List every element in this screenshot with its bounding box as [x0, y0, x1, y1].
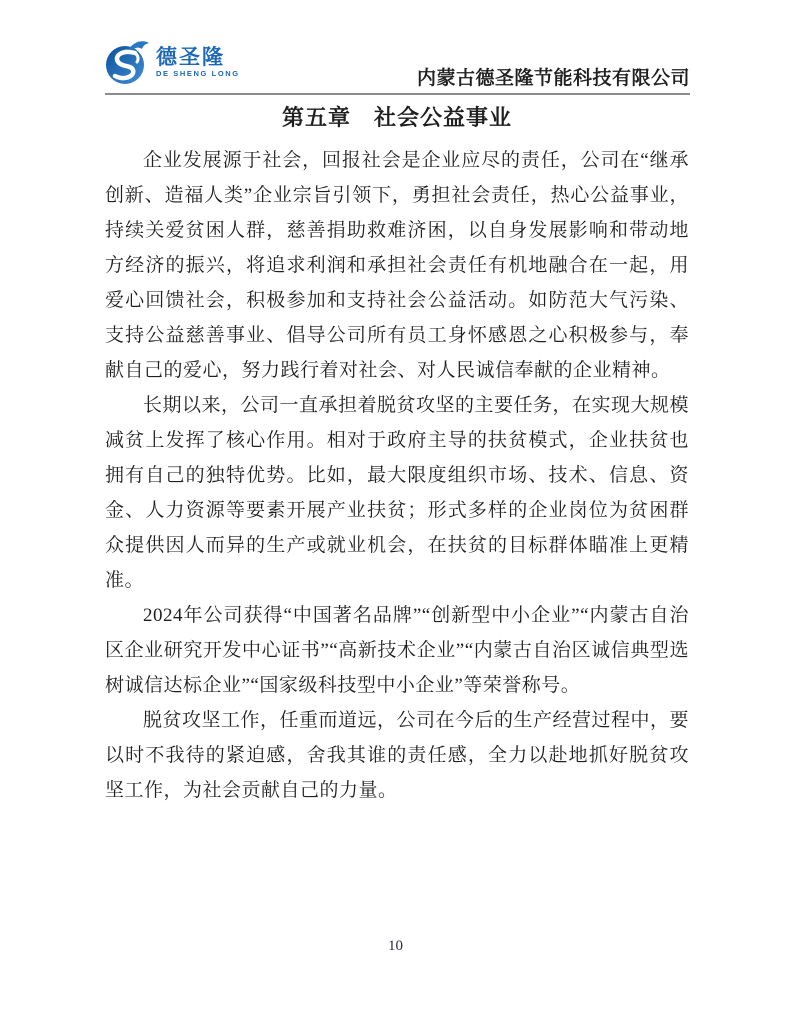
- chapter-title: 第五章 社会公益事业: [281, 105, 512, 130]
- company-name: 内蒙古德圣隆节能科技有限公司: [416, 68, 690, 89]
- page-footer: [0, 938, 791, 955]
- logo-name-en: DE SHENG LONG: [156, 68, 240, 78]
- company-logo: [105, 37, 240, 87]
- page-header: [105, 36, 690, 95]
- dragon-s-emblem-icon: [105, 37, 151, 87]
- paragraph: 2024年公司获得“中国著名品牌”“创新型中小企业”“内蒙古自治区企业研究开发中心证书”“高新技术企业”“内蒙古自治区诚信典型选树诚信达标企业”“国家级科技型中小企业”等荣誉称号。: [105, 605, 689, 696]
- page-number: 10: [388, 938, 403, 954]
- logo-text: [156, 47, 240, 78]
- logo-name-cn: 德圣隆: [156, 45, 225, 69]
- paragraph: 脱贫攻坚工作，任重而道远，公司在今后的生产经营过程中，要以时不我待的紧迫感，舍我其谁的责任感，全力以赴地抓好脱贫攻坚工作，为社会贡献自己的力量。: [105, 710, 690, 801]
- paragraph: 企业发展源于社会，回报社会是企业应尽的责任，公司在“继承创新、造福人类”企业宗旨引领下，勇担社会责任，热心公益事业，持续关爱贫困人群，慈善捐助救难济困，以自身发展影响和带动地方经济的振兴，将追求利润和承担社会责任有机地融合在一起，用爱心回馈社会，积极参加和支持社会公益活动。如防范大气污染、支持公益慈善事业、倡导公司所有员工身怀感恩之心积极参与，奉献自己的爱心，努力践行着对社会、对人民诚信奉献的企业精神。: [105, 150, 689, 381]
- document-body: [105, 101, 689, 808]
- paragraph: 长期以来，公司一直承担着脱贫攻坚的主要任务，在实现大规模减贫上发挥了核心作用。相对于政府主导的扶贫模式，企业扶贫也拥有自己的独特优势。比如，最大限度组织市场、技术、信息、资金、人力资源等要素开展产业扶贫；形式多样的企业岗位为贫困群众提供因人而异的生产或就业机会，在扶贫的目标群体瞄准上更精准。: [105, 395, 690, 591]
